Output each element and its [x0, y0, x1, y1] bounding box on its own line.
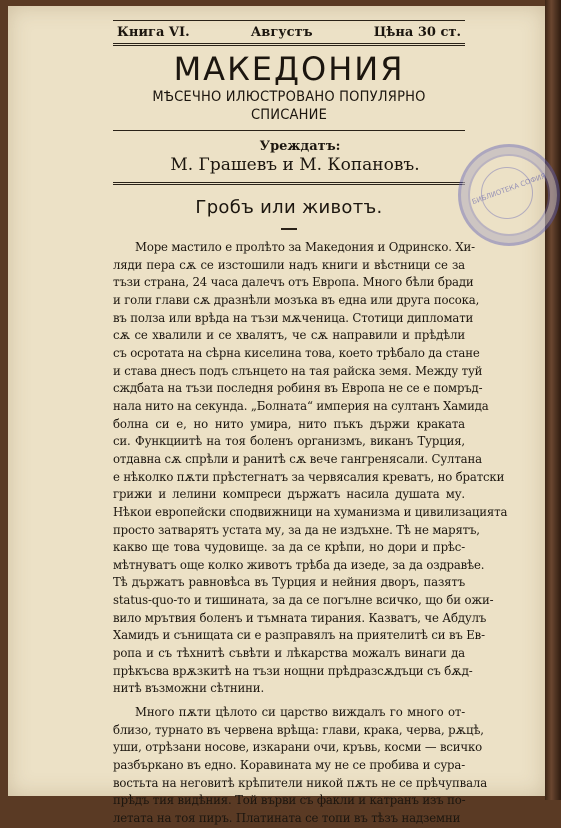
text-line: нитѣ възможни сѣтнини.: [113, 681, 265, 696]
header-divider: [113, 43, 465, 46]
magazine-page: [8, 6, 548, 825]
book-spine-edge: [545, 0, 561, 800]
text-line: уши, отрѣзани носове, изкарани очи, кръвь, косми — всичко: [113, 740, 483, 755]
article-paragraph-2: [113, 704, 488, 828]
issue-price: Цѣна 30 ст.: [373, 25, 461, 40]
text-line: Море мастило е пролѣто за Македония и Одринско. Хи-: [135, 240, 475, 254]
issue-header: [113, 21, 465, 43]
text-line: прѣкъсва врѫзкитѣ на тъзи нощни прѣдразсѫдъци съ бѫд-: [113, 663, 473, 678]
issue-month: Августъ: [250, 25, 313, 40]
editors-divider: [113, 182, 465, 185]
text-line: какво ще това чудовище. за да се крѣпи, но дори и прѣс-: [113, 540, 465, 555]
text-line: Много пѫти цѣлото си царство виждалъ го много от-: [135, 705, 465, 720]
text-line: съ осротата на сѣрна киселина това, което трѣбало да стане: [113, 345, 480, 360]
text-line: сждбата на тъзи последня робиня въ Европа не се е помръд-: [113, 381, 483, 396]
article-body: [113, 239, 508, 828]
text-line: status-quo-то и тишината, за да се погълне всичко, що би ожи-: [113, 593, 494, 608]
page-content: [113, 20, 508, 828]
text-line: болна си е, но нито умира, нито пъкъ държи краката: [113, 416, 465, 431]
text-line: летата на тоя пиръ. Платината се топи въ тѣзъ надземни: [113, 811, 461, 825]
text-line: востьта на неговитѣ крѣпители никой пѫть не се прѣчупвала: [113, 775, 488, 790]
text-line: и става днесъ подъ слънцето на тая райска земя. Между туй: [113, 363, 483, 378]
masthead-subtitle: МѢСЕЧНО ИЛЮСТРОВАНО ПОПУЛЯРНО СПИСАНИЕ: [152, 89, 426, 123]
book-number: Книга VI.: [117, 25, 190, 40]
text-line: въ полза или врѣда на тъзи мѫченица. Стотици дипломати: [113, 310, 474, 325]
text-line: сѫ се хвалили и се хвалятъ, че сѫ направили и прѣдѣли: [113, 328, 465, 343]
masthead-divider: [113, 130, 465, 131]
library-stamp: [458, 144, 560, 246]
text-line: Нѣкои европейски сподвижници на хуманизма и цивилизацията: [113, 504, 508, 519]
text-line: Хамидъ и сънищата си е разправялъ на приятелитѣ си въ Ев-: [113, 628, 485, 643]
text-line: близо, турнато въ червена врѣща: глави, крака, черва, рѫцѣ,: [113, 722, 484, 737]
editors-names: М. Грашевъ и М. Копановъ.: [170, 155, 420, 175]
title-dash: [281, 228, 297, 230]
text-line: тъзи страна, 24 часа далечъ отъ Европа. Много бѣли бради: [113, 275, 474, 290]
text-line: разбъркано въ едно. Коравината му не се пробива и сура-: [113, 758, 465, 773]
text-line: прѣдъ тия видѣния. Той върви съ факли и катранъ изъ по-: [113, 793, 466, 808]
text-line: ляди пера сѫ се изстошили надъ книги и вѣстници се за: [113, 257, 465, 272]
text-line: е нѣколко пѫти прѣстегнатъ за червясалия креватъ, но братски: [113, 469, 505, 484]
library-stamp-text: БИБЛИОТЕКА СОФИЯ: [470, 171, 548, 207]
text-line: ропа и съ тѣхнитѣ съвѣти и лѣкарства можалъ винаги да: [113, 646, 465, 661]
text-line: мѣтнуватъ още колко животъ трѣба да изеде, за да оздравѣе.: [113, 557, 485, 572]
text-line: и голи глави сѫ дразнѣли мозъка въ една или друга посока,: [113, 292, 480, 307]
text-line: нала нито на секунда. „Болната“ империя на султанъ Хамида: [113, 398, 489, 413]
text-line: Тѣ държатъ равновѣса въ Турция и нейния дворъ, пазятъ: [113, 575, 465, 590]
text-line: си. Функциитѣ на тоя боленъ организмъ, виканъ Турция,: [113, 434, 465, 449]
article-paragraph-1: [113, 239, 508, 698]
text-line: отдавна сѫ спрѣли и ранитѣ сѫ вече гангренясали. Султана: [113, 451, 482, 466]
text-line: грижи и лелини компреси държатъ насила душата му.: [113, 487, 465, 502]
editors-label: Уреждатъ:: [259, 139, 341, 154]
text-line: вило мрътвия боленъ и тъмната тирания. Казватъ, че Абдулъ: [113, 610, 487, 625]
masthead-title: МАКЕДОНИЯ: [173, 50, 405, 88]
article-title: Гробъ или животъ.: [195, 197, 383, 218]
text-line: просто затварятъ устата му, за да не издъхне. Тѣ не марятъ,: [113, 522, 480, 537]
